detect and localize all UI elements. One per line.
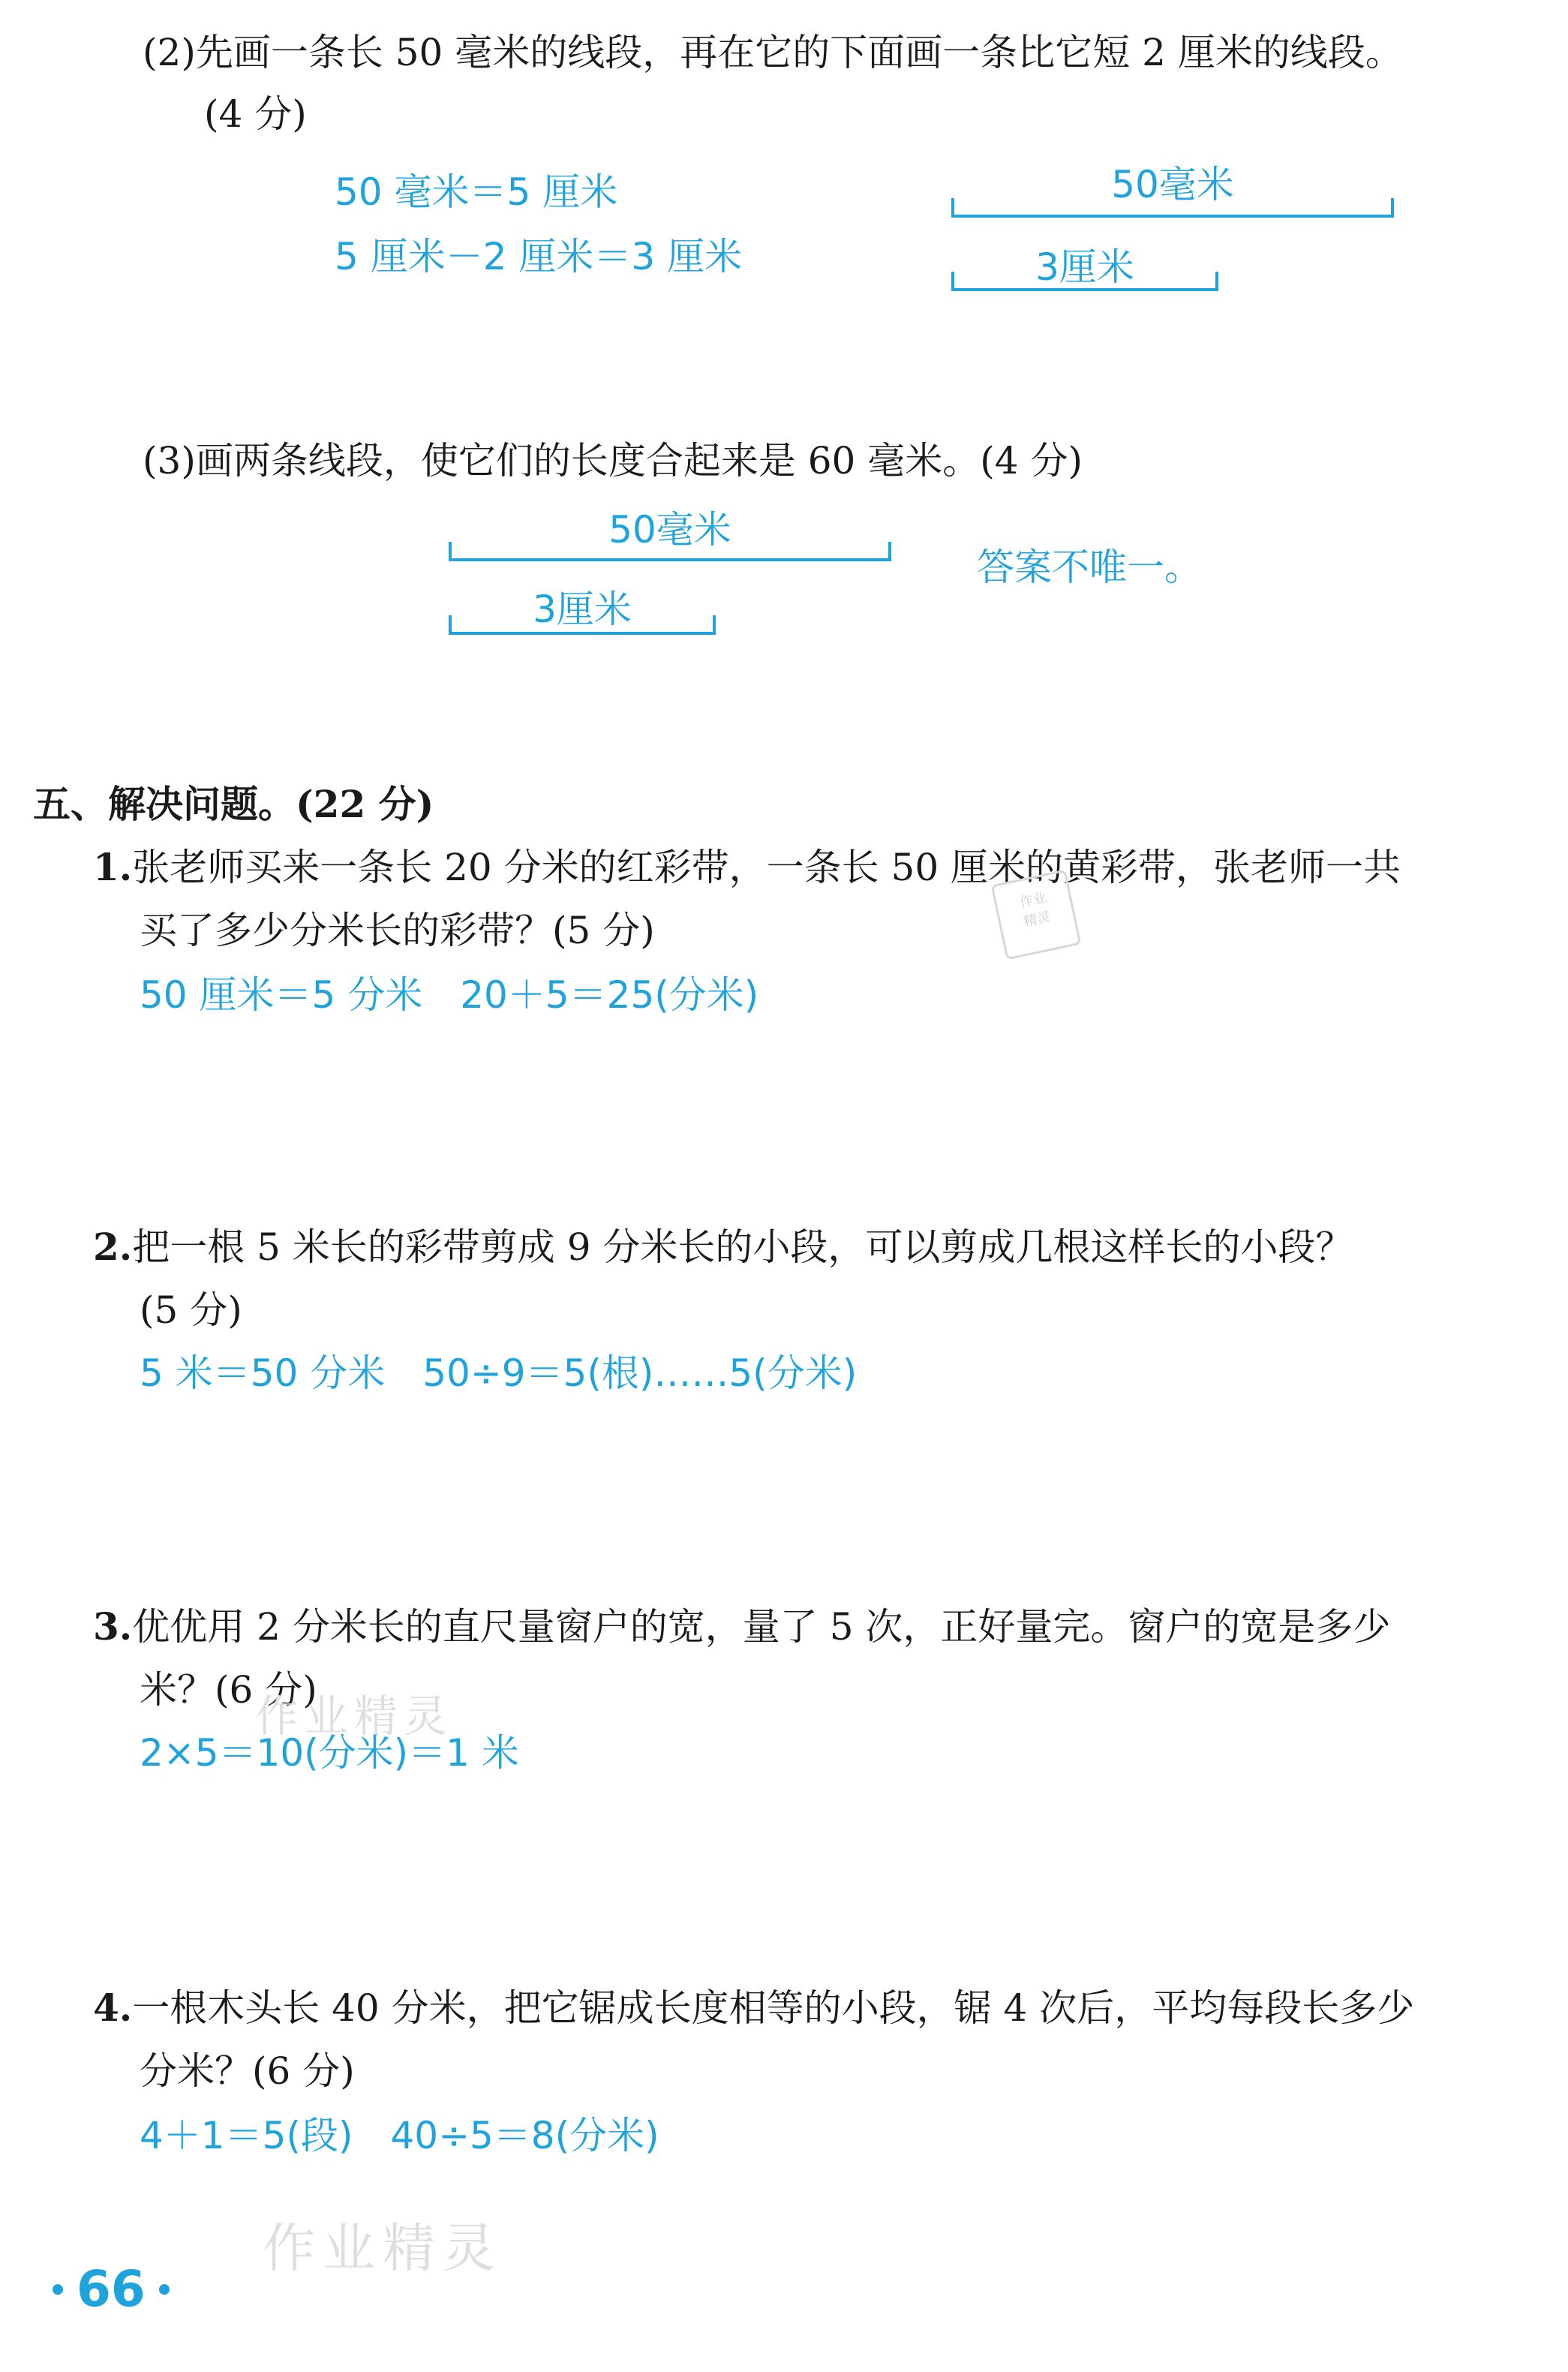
problem-1-line2: 买了多少分米长的彩带？(5 分) [140, 909, 655, 952]
answer-2-line1: 50 毫米＝5 厘米 [335, 170, 618, 214]
problem-3-question [93, 1604, 1390, 1649]
problem-number: 1. [93, 845, 133, 889]
problem-4-question [93, 1986, 1414, 2031]
segment-3cm-label: 3厘米 [533, 588, 632, 631]
problem-text-line1: 张老师买来一条长 20 分米的红彩带，一条长 50 厘米的黄彩带，张老师一共 [132, 846, 1401, 889]
segment-50mm-label: 50毫米 [608, 508, 731, 552]
problem-text-line1: 把一根 5 米长的彩带剪成 9 分米长的小段，可以剪成几根这样长的小段？ [132, 1225, 1353, 1269]
problem-1-answer: 50 厘米＝5 分米 20＋5＝25(分米) [140, 973, 759, 1017]
watermark-text: 作业精灵 [263, 2217, 503, 2279]
problem-number: 4. [93, 1986, 133, 2030]
page-number [53, 2260, 170, 2318]
segment-3cm [449, 615, 716, 635]
bullet-dot-icon [53, 2284, 63, 2295]
problem-number: 3. [93, 1604, 133, 1649]
segment-50mm [449, 542, 891, 561]
question-2-line1: (2)先画一条长 50 毫米的线段，再在它的下面画一条比它短 2 厘米的线段。 [143, 31, 1403, 74]
problem-3-answer: 2×5＝10(分米)＝1 米 [140, 1731, 519, 1775]
segment-50mm-label: 50毫米 [1111, 163, 1234, 206]
problem-text-line1: 一根木头长 40 分米，把它锯成长度相等的小段，锯 4 次后，平均每段长多少 [132, 1986, 1415, 2030]
problem-number: 2. [93, 1225, 133, 1269]
problem-4-line2: 分米？(6 分) [140, 2049, 355, 2093]
question-3: (3)画两条线段，使它们的长度合起来是 60 毫米。(4 分) [143, 439, 1083, 483]
problem-4-answer: 4＋1＝5(段) 40÷5＝8(分米) [140, 2114, 659, 2157]
answer-2-line2: 5 厘米－2 厘米＝3 厘米 [335, 235, 743, 278]
bullet-dot-icon [159, 2284, 170, 2295]
problem-1-question [93, 845, 1401, 890]
problem-3-line2: 米？(6 分) [140, 1668, 317, 1712]
question-2-line2: (4 分) [204, 92, 307, 136]
answer-not-unique-note: 答案不唯一。 [977, 546, 1202, 589]
problem-2-answer: 5 米＝50 分米 50÷9＝5(根)……5(分米) [140, 1351, 858, 1395]
page-number-text: 66 [77, 2260, 146, 2318]
segment-3cm [951, 272, 1218, 291]
watermark-stamp-logo: 作业 精灵 [991, 870, 1082, 961]
problem-text-line1: 优优用 2 分米长的直尺量窗户的宽，量了 5 次，正好量完。窗户的宽是多少 [132, 1605, 1391, 1649]
watermark-text: 作业精灵 [255, 1691, 454, 1742]
section-heading: 五、解决问题。(22 分) [33, 782, 434, 826]
problem-2-question [93, 1225, 1353, 1270]
segment-50mm [951, 198, 1394, 218]
problem-2-line2: (5 分) [140, 1288, 242, 1332]
segment-3cm-label: 3厘米 [1035, 245, 1134, 289]
